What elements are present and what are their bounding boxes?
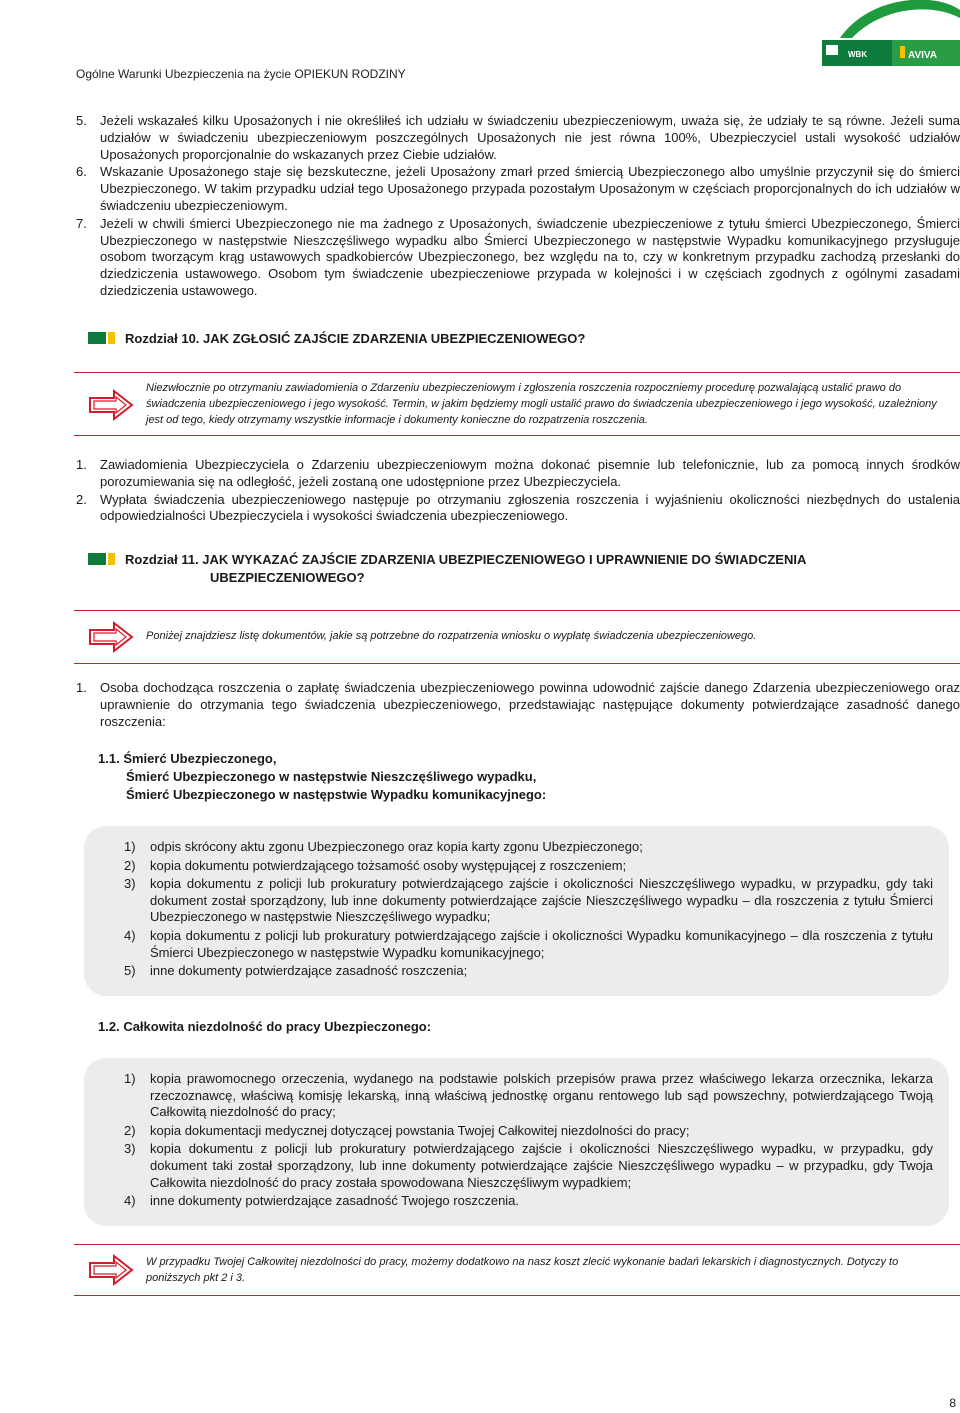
subsection-1-2-heading: 1.2. Całkowita niezdolność do pracy Ubezpieczonego: xyxy=(98,1019,432,1034)
section-10-note xyxy=(74,372,960,436)
documents-box-death xyxy=(84,826,949,996)
section-11-item-1 xyxy=(76,680,960,730)
section-10-heading: Rozdział 10. JAK ZGŁOSIĆ ZAJŚCIE ZDARZENIA UBEZPIECZENIOWEGO? xyxy=(88,330,948,348)
yellow-square-icon xyxy=(108,553,115,565)
list-item: 5) inne dokumenty potwierdzające zasadność roszczenia; xyxy=(124,963,468,979)
yellow-square-icon xyxy=(108,332,115,344)
section-11-heading: Rozdział 11. JAK WYKAZAĆ ZAJŚCIE ZDARZENIA UBEZPIECZENIOWEGO I UPRAWNIENIE DO ŚWIADCZENIA UBEZPIECZENIOWEGO? xyxy=(88,551,948,587)
green-square-icon xyxy=(88,553,106,565)
intro-list xyxy=(76,113,960,300)
list-item: 1. Zawiadomienia Ubezpieczyciela o Zdarzeniu ubezpieczeniowym można dokonać pisemnie lub telefonicznie, lub za pomocą innych środków porozumiewania się na odległość, jeżeli zostaną one udostępnione przez Ubezpieczyciela. xyxy=(76,457,960,489)
list-item: 1) odpis skrócony aktu zgonu Ubezpieczonego oraz kopia karty zgonu Ubezpieczonego; xyxy=(124,839,643,854)
list-item: 4) inne dokumenty potwierdzające zasadność Twojego roszczenia. xyxy=(124,1193,520,1209)
list-item: 1. Osoba dochodząca roszczenia o zapłatę świadczenia ubezpieczeniowego powinna udowodnić zajście danego Zdarzenia ubezpieczeniowego oraz uprawnienie do otrzymania tego świadczenia ubezpieczeniowego, przedstawiając następujące dokumenty potwierdzające zasadność danego roszczenia: xyxy=(76,680,960,729)
wbk-aviva-logo xyxy=(820,0,960,80)
logo-aviva-text: AVIVA xyxy=(908,50,938,61)
logo-wbk-text: WBK xyxy=(848,50,868,59)
list-item: 7. Jeżeli w chwili śmierci Ubezpieczonego nie ma żadnego z Uposażonych, świadczenie ubezpieczeniowe z tytułu śmierci Ubezpieczonego, Śmierci Ubezpieczonego w następstwie Nieszczęśliwego wypadku albo Śmierci Ubezpieczonego w następstwie Wypadku komunikacyjnego przysługuje osobom tworzącym krąg ustawowych spadkobierców Ubezpieczonego, bez względu na to, czy w konkretnym przypadku zachodzą przesłanki do dziedziczenia ustawowego. Osobom tym świadczenie ubezpieczeniowe przypada w kolejności i w częściach zgodnych z ogólnymi zasadami dziedziczenia ustawowego. xyxy=(76,215,960,298)
section-10-list xyxy=(76,457,960,525)
list-item: 2. Wypłata świadczenia ubezpieczeniowego następuje po otrzymaniu zgłoszenia roszczenia i wyjaśnieniu okoliczności niezbędnych do ustalenia odpowiedzialności Ubezpieczyciela i wysokości świadczenia ubezpieczeniowego. xyxy=(76,491,960,524)
section-11-note xyxy=(74,610,960,664)
note-text: Niezwłocznie po otrzymaniu zawiadomienia o Zdarzeniu ubezpieczeniowym i zgłoszenia roszczenia rozpoczniemy procedurę pozwalającą ustalić prawo do świadczenia ubezpieczeniowego i jego wysokość. Termin, w jakim będziemy mogli ustalić prawo do świadczenia ubezpieczeniowego i jego wysokość, uzależniony jest od tego, kiedy otrzymamy wszystkie informacje i dokumenty konieczne do rozpatrzenia roszczenia. xyxy=(146,382,937,426)
list-item: 3) kopia dokumentu z policji lub prokuratury potwierdzającego zajście i okoliczności Nieszczęśliwego wypadku, w przypadku, gdy dokument taki został sporządzony, lub inne dokumenty potwierdzające zajście Nieszczęśliwego wypadku – w przypadku, gdy Twoja Całkowita niezdolność do pracy została spowodowana Nieszczęśliwym wypadkiem; xyxy=(124,1141,933,1190)
note-text: Poniżej znajdziesz listę dokumentów, jakie są potrzebne do rozpatrzenia wniosku o wypłatę świadczenia ubezpieczeniowego. xyxy=(146,630,757,642)
section-11-note-2 xyxy=(74,1244,960,1296)
page-number: 8 xyxy=(949,1396,956,1410)
red-arrow-icon xyxy=(88,621,134,653)
red-arrow-icon xyxy=(88,1254,134,1286)
list-item: 4) kopia dokumentu z policji lub prokuratury potwierdzającego zajście i okoliczności Wypadku komunikacyjnego – dla roszczenia z tytułu Śmierci Ubezpieczonego w następstwie Wypadku komunikacyjnego; xyxy=(124,927,933,960)
list-item: 2) kopia dokumentu potwierdzającego tożsamość osoby występującej z roszczeniem; xyxy=(124,857,627,873)
list-item: 1) kopia prawomocnego orzeczenia, wydanego na podstawie polskich przepisów prawa przez właściwego lekarza orzecznika, lekarza rzeczoznawcę, właściwą komisję lekarską, inną właściwą jednostkę organu rentowego lub sąd powszechny, potwierdzającego Twoją Całkowitą niezdolność do pracy; xyxy=(124,1071,933,1120)
note-text: W przypadku Twojej Całkowitej niezdolności do pracy, możemy dodatkowo na nasz koszt zlecić wykonanie badań lekarskich i diagnostycznych. Dotyczy to poniższych pkt 2 i 3. xyxy=(146,1256,899,1284)
red-arrow-icon xyxy=(88,389,134,421)
subsection-1-1-heading: 1.1. Śmierć Ubezpieczonego, Śmierć Ubezpieczonego w następstwie Nieszczęśliwego wypadku, Śmierć Ubezpieczonego w następstwie Wypadku komunikacyjnego: xyxy=(98,751,547,802)
list-item: 2) kopia dokumentacji medycznej dotyczącej powstania Twojej Całkowitej niezdolności do pracy; xyxy=(124,1122,690,1138)
documents-box-disability xyxy=(84,1058,949,1226)
list-item: 6. Wskazanie Uposażonego staje się bezskuteczne, jeżeli Uposażony zmarł przed śmiercią Ubezpieczonego albo umyślnie przyczynił się do śmierci Ubezpieczonego. W takim przypadku udział tego Uposażonego przypada pozostałym Uposażonym w częściach proporcjonalnych do ich udziałów w świadczeniu ubezpieczeniowym. xyxy=(76,164,960,213)
green-square-icon xyxy=(88,332,106,344)
list-item: 5. Jeżeli wskazałeś kilku Uposażonych i nie określiłeś ich udziału w świadczeniu ubezpieczeniowym, uważa się, że udziały te są równe. Jeżeli suma udziałów w świadczeniu ubezpieczeniowym poszczególnych Uposażonych nie jest równa 100%, Ubezpieczyciel ustali wysokość udziałów Uposażonych proporcjonalnie do wskazanych przez Ciebie udziałów. xyxy=(76,113,960,162)
list-item: 3) kopia dokumentu z policji lub prokuratury potwierdzającego zajście i okoliczności Nieszczęśliwego wypadku, w przypadku, gdy taki dokument został sporządzony, lub inne dokumenty potwierdzające zajście Nieszczęśliwego wypadku – dla roszczenia z tytułu Śmierci Ubezpieczonego w następstwie Nieszczęśliwego wypadku; xyxy=(124,876,933,925)
document-title: Ogólne Warunki Ubezpieczenia na życie OPIEKUN RODZINY xyxy=(76,67,406,81)
